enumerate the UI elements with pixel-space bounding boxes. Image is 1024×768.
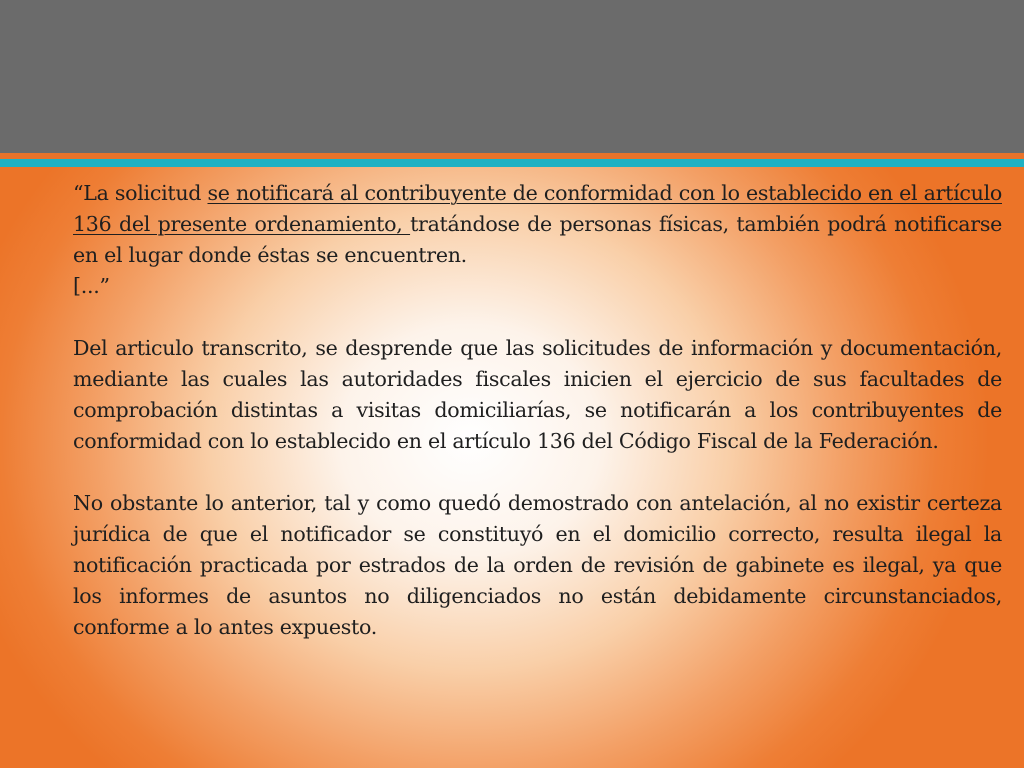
conclusion-paragraph: No obstante lo anterior, tal y como quedó demostrado con antelación, al no existir certeza jurídica de que el notificador se constituyó en el domicilio correcto, resulta ilegal la notificación practicada por estrados de la orden de revisión de gabinete es ilegal, ya que los informes de asuntos no diligenciados no están debidamente circunstanciados, conforme a lo antes expuesto. [73, 491, 1002, 639]
analysis-paragraph: Del articulo transcrito, se desprende que las solicitudes de información y documentación, mediante las cuales las autoridades fiscales inicien el ejercicio de sus facultades de comprobación distintas a visitas domiciliarías, se notificarán a los contribuyentes de conformidad con lo establecido en el artículo 136 del Código Fiscal de la Federación. [73, 336, 1002, 453]
quote-rest: tratándose de personas físicas, también podrá notificarse en el lugar donde éstas se encuentren. [73, 212, 1002, 267]
quote-ellipsis: [...” [73, 274, 110, 298]
paragraph-spacer [73, 457, 1002, 488]
quote-underlined-text: se notificará al contribuyente de conformidad con lo establecido en el artículo 136 del presente ordenamiento, [73, 181, 1002, 236]
slide-body [73, 178, 1002, 643]
teal-stripe [0, 159, 1024, 167]
quoted-article [73, 178, 1002, 271]
quote-opening: “La solicitud [73, 181, 208, 205]
paragraph-spacer [73, 302, 1002, 333]
header-bar [0, 0, 1024, 153]
